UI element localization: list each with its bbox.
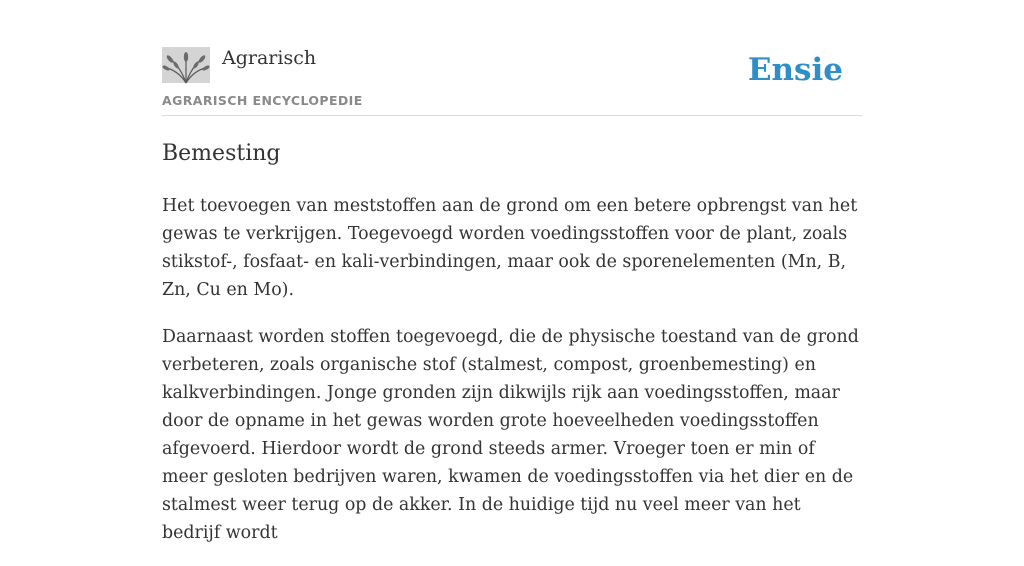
page-title: Bemesting (162, 141, 281, 166)
article-container (162, 0, 862, 543)
site-name[interactable]: Agrarisch (222, 47, 317, 69)
brand-logo-link[interactable]: Ensie (747, 52, 843, 88)
site-subtitle: AGRARISCH ENCYCLOPEDIE (162, 93, 363, 108)
wheat-icon[interactable] (162, 47, 210, 83)
paragraph: Het toevoegen van meststoffen aan de grond om een betere opbrengst van het gewas te verkrijgen. Toegevoegd worden voedingsstoffen voor de plant, zoals stikstof-, fosfaat- en kali-verbindingen, maar ook de sporenelementen (Mn, B, Zn, Cu en Mo). (162, 196, 858, 300)
article-body (162, 192, 862, 566)
paragraph: Daarnaast worden stoffen toegevoegd, die de physische toestand van de grond verbeteren, zoals organische stof (stalmest, compost, groenbemesting) en kalkverbindingen. Jonge gronden zijn dikwijls rijk aan voedingsstoffen, maar door de opname in het gewas worden grote hoeveelheden voedingsstoffen afgevoerd. Hierdoor wordt de grond steeds armer. Vroeger toen er min of meer gesloten bedrijven waren, kwamen de voedingsstoffen via het dier en de stalmest weer terug op de akker. In de huidige tijd nu veel meer van het bedrijf wordt (162, 327, 859, 543)
site-header (162, 0, 862, 116)
